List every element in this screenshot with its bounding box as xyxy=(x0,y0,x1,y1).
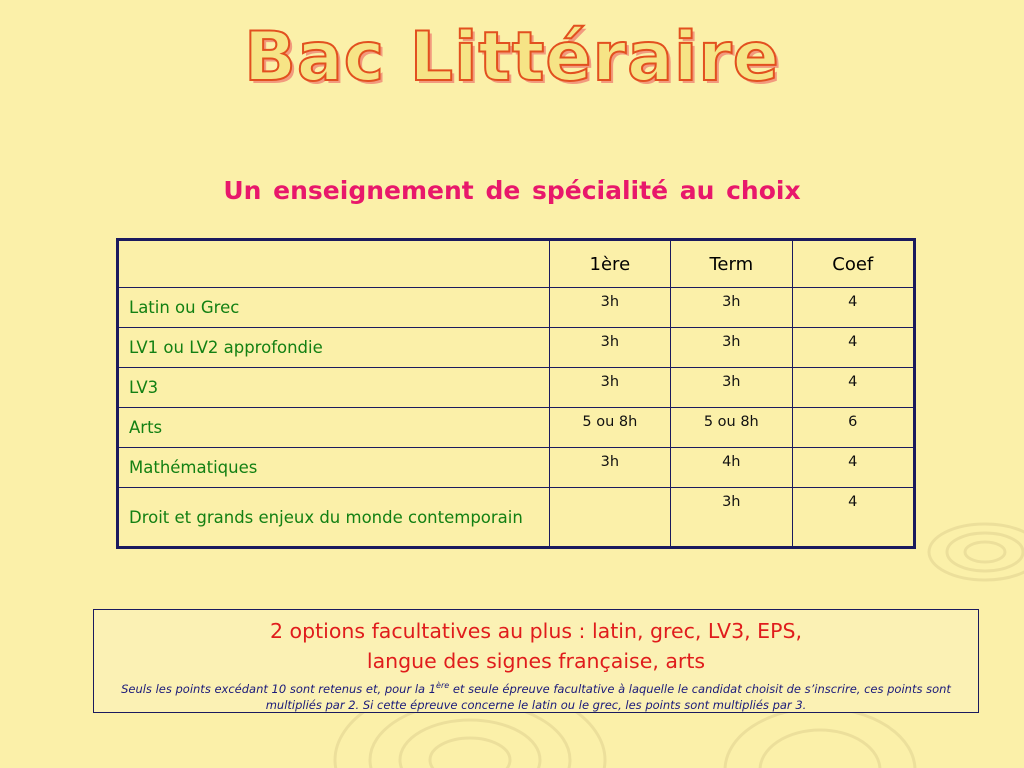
row-subject: LV1 ou LV2 approfondie xyxy=(118,328,550,368)
table-row xyxy=(118,368,915,408)
options-line-1: 2 options facultatives au plus : latin, grec, LV3, EPS, xyxy=(269,619,803,643)
row-coefficient: 4 xyxy=(792,448,914,488)
row-hours-terminale: 5 ou 8h xyxy=(671,408,792,448)
row-coefficient: 4 xyxy=(792,488,914,548)
options-box xyxy=(93,609,979,713)
slide-subtitle: Un enseignement de spécialité au choix xyxy=(223,176,801,205)
row-subject: LV3 xyxy=(118,368,550,408)
row-hours-terminale: 3h xyxy=(671,488,792,548)
footnote-text-part2: et seule épreuve facultative à laquelle le candidat choisit de s’inscrire, ces points sont multipliés par 2. Si cette épreuve concerne le latin ou le grec, les points sont multipliés par 3. xyxy=(265,681,951,712)
row-hours-terminale: 4h xyxy=(671,448,792,488)
table-header-cell: Term xyxy=(671,240,792,288)
row-hours-premiere: 5 ou 8h xyxy=(549,408,670,448)
row-hours-terminale: 3h xyxy=(671,328,792,368)
row-hours-premiere xyxy=(549,488,670,548)
table-row xyxy=(118,488,915,548)
row-coefficient: 4 xyxy=(792,288,914,328)
table-header-cell: Coef xyxy=(792,240,914,288)
row-subject: Arts xyxy=(118,408,550,448)
row-hours-terminale: 3h xyxy=(671,368,792,408)
row-coefficient: 6 xyxy=(792,408,914,448)
table-header-row xyxy=(118,240,915,288)
table-row xyxy=(118,408,915,448)
row-coefficient: 4 xyxy=(792,328,914,368)
table-header-cell xyxy=(118,240,550,288)
row-subject: Mathématiques xyxy=(118,448,550,488)
footnote-text-part1: Seuls les points excédant 10 sont retenus et, pour la 1 xyxy=(121,681,437,696)
options-line-2: langue des signes française, arts xyxy=(366,649,706,673)
row-hours-premiere: 3h xyxy=(549,368,670,408)
slide-title: Bac Littéraire xyxy=(244,18,780,97)
specialty-table xyxy=(116,238,916,549)
footnote-superscript: ère xyxy=(436,681,450,690)
table-row xyxy=(118,288,915,328)
table-row xyxy=(118,448,915,488)
row-hours-premiere: 3h xyxy=(549,328,670,368)
row-hours-terminale: 3h xyxy=(671,288,792,328)
row-subject: Latin ou Grec xyxy=(118,288,550,328)
row-coefficient: 4 xyxy=(792,368,914,408)
row-hours-premiere: 3h xyxy=(549,448,670,488)
table-header-cell: 1ère xyxy=(549,240,670,288)
table-row xyxy=(118,328,915,368)
row-hours-premiere: 3h xyxy=(549,288,670,328)
options-footnote xyxy=(94,678,978,713)
row-subject: Droit et grands enjeux du monde contemporain xyxy=(118,488,550,548)
